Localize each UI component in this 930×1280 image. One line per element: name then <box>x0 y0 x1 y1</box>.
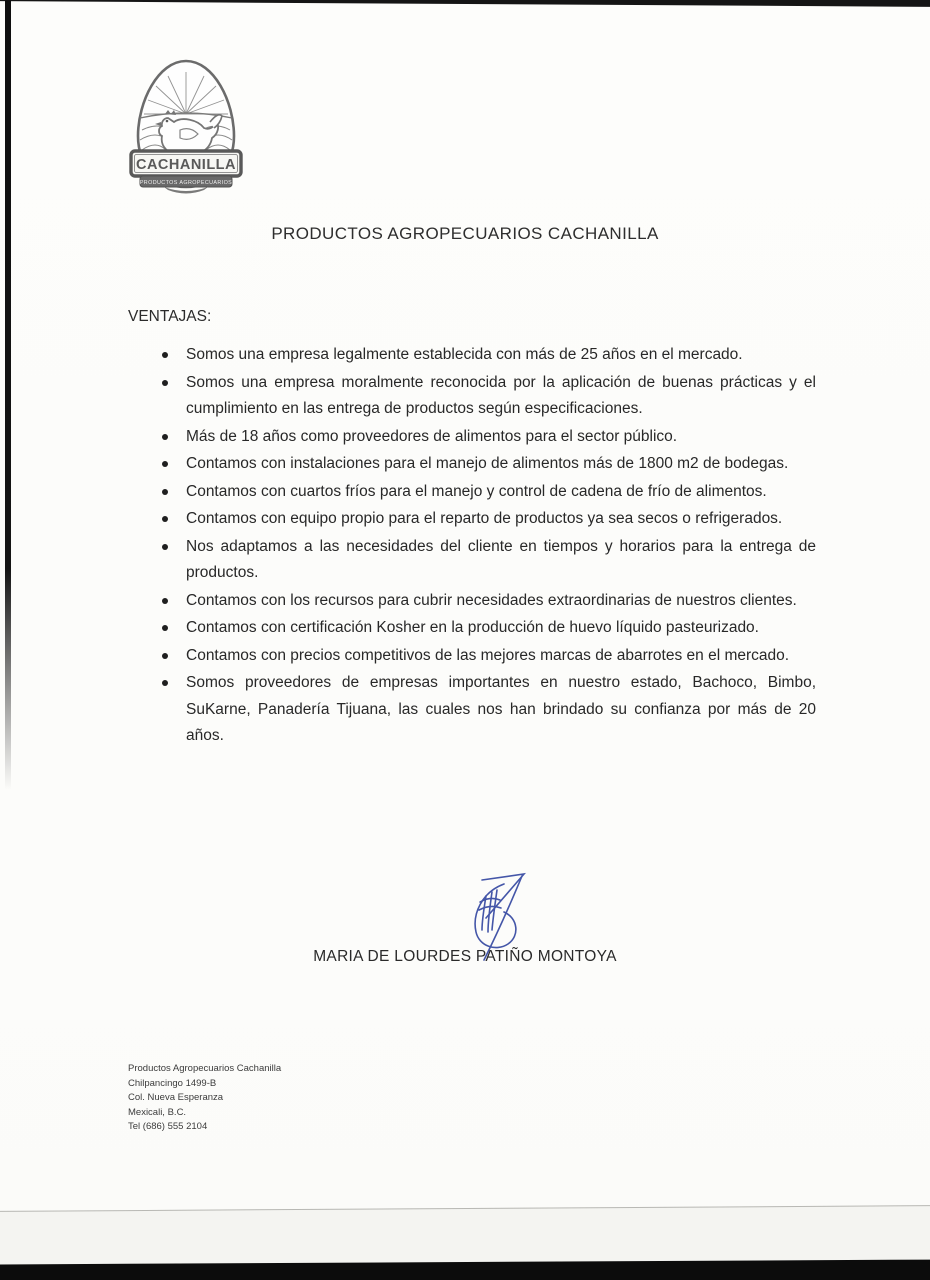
bullet-dot-icon <box>162 380 168 386</box>
advantage-item <box>160 370 816 423</box>
advantage-text: Contamos con los recursos para cubrir necesidades extraordinarias de nuestros clientes. <box>186 591 797 609</box>
company-logo <box>124 56 248 194</box>
advantage-item <box>160 670 816 750</box>
advantage-text: Contamos con cuartos fríos para el manejo y control de cadena de frío de alimentos. <box>186 482 767 500</box>
advantage-text: Contamos con equipo propio para el reparto de productos ya sea secos o refrigerados. <box>186 510 783 527</box>
advantage-text: Contamos con instalaciones para el manejo de alimentos más de 1800 m2 de bodegas. <box>186 455 789 472</box>
svg-text:CACHANILLA: CACHANILLA <box>135 157 237 173</box>
advantage-item <box>160 451 816 478</box>
advantage-item <box>160 479 816 506</box>
advantage-item <box>160 342 816 369</box>
cachanilla-logo-icon <box>124 56 248 194</box>
advantage-item <box>160 534 816 587</box>
bullet-dot-icon <box>162 680 168 686</box>
scan-edge-left <box>5 0 11 790</box>
bullet-dot-icon <box>162 352 168 358</box>
footer-contact-block <box>128 1062 281 1135</box>
svg-text:PRODUCTOS AGROPECUARIOS: PRODUCTOS AGROPECUARIOS <box>139 180 233 186</box>
bullet-dot-icon <box>162 516 168 522</box>
footer-line: Productos Agropecuarios Cachanilla <box>128 1063 282 1074</box>
scan-edge-top <box>0 0 930 7</box>
advantage-text: Somos una empresa legalmente establecida con más de 25 años en el mercado. <box>186 346 743 363</box>
bullet-dot-icon <box>162 461 168 467</box>
advantage-text: Contamos con precios competitivos de las mejores marcas de abarrotes en el mercado. <box>186 646 790 664</box>
bullet-dot-icon <box>162 544 168 550</box>
bullet-dot-icon <box>162 489 168 495</box>
footer-line: Tel (686) 555 2104 <box>128 1121 208 1132</box>
advantage-text: Somos una empresa moralmente reconocida por la aplicación de buenas prácticas y el cumplimiento en las entrega de productos según especificaciones. <box>186 373 816 417</box>
page-title: PRODUCTOS AGROPECUARIOS CACHANILLA <box>271 224 659 243</box>
bullet-dot-icon <box>162 434 168 440</box>
advantage-item <box>160 588 816 615</box>
advantage-text: Nos adaptamos a las necesidades del cliente en tiempos y horarios para la entrega de productos. <box>186 537 816 581</box>
advantage-item <box>160 615 816 642</box>
advantage-text: Contamos con certificación Kosher en la producción de huevo líquido pasteurizado. <box>186 619 759 636</box>
advantage-item <box>160 643 816 670</box>
footer-line: Col. Nueva Esperanza <box>128 1092 224 1103</box>
advantages-list <box>160 342 816 751</box>
signatory-name: MARIA DE LOURDES PATIÑO MONTOYA <box>313 948 617 965</box>
footer-line: Mexicali, B.C. <box>128 1106 187 1118</box>
advantage-text: Más de 18 años como proveedores de alimentos para el sector público. <box>186 427 678 445</box>
bullet-dot-icon <box>162 625 168 631</box>
advantage-item <box>160 506 816 533</box>
advantage-item <box>160 424 816 451</box>
footer-line: Chilpancingo 1499-B <box>128 1077 217 1089</box>
bullet-dot-icon <box>162 653 168 659</box>
section-heading: VENTAJAS: <box>128 308 212 325</box>
bullet-dot-icon <box>162 598 168 604</box>
advantage-text: Somos proveedores de empresas importantes en nuestro estado, Bachoco, Bimbo, SuKarne, Panadería Tijuana, las cuales nos han brindado su confianza por más de 20 años. <box>186 674 816 744</box>
